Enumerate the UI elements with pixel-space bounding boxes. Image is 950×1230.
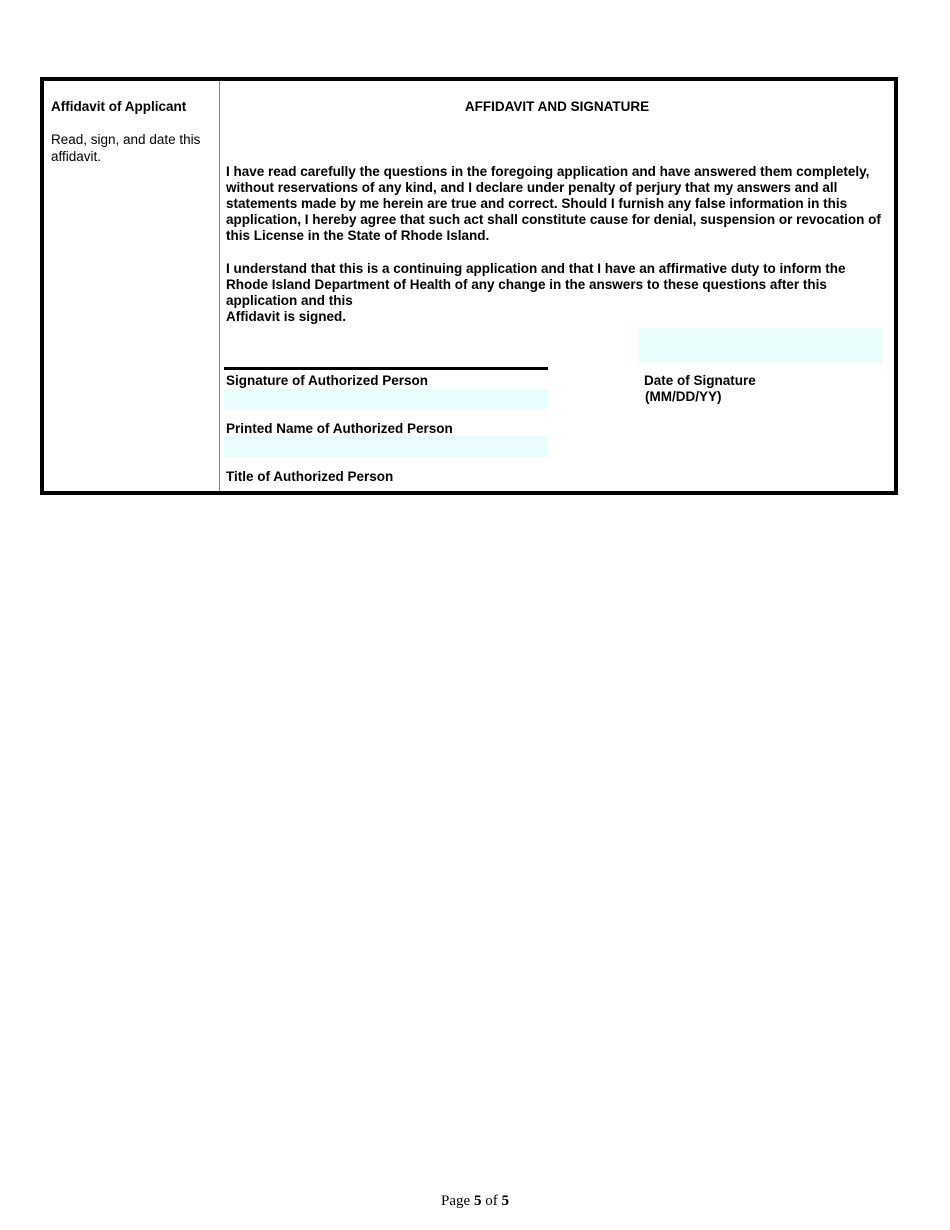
section-title: Affidavit of Applicant bbox=[51, 99, 187, 114]
total-pages-number: 5 bbox=[501, 1193, 509, 1209]
signature-line[interactable] bbox=[224, 367, 548, 370]
date-format-hint: (MM/DD/YY) bbox=[645, 389, 722, 404]
section-instruction: Read, sign, and date this affidavit. bbox=[51, 132, 201, 164]
affidavit-paragraph-2 bbox=[226, 261, 886, 325]
affidavit-paragraph-2-end: Affidavit is signed. bbox=[226, 309, 347, 324]
printed-name-label: Printed Name of Authorized Person bbox=[226, 421, 453, 436]
affidavit-paragraph-1: I have read carefully the questions in the foregoing application and have answered them completely, without reservations of any kind, and I declare under penalty of perjury that my answers and all statements made by me herein are true and correct. Should I furnish any false information in this application, I hereby agree that such act shall constitute cause for denial, suspension or revocation of this License in the State of Rhode Island. bbox=[226, 164, 881, 243]
title-label: Title of Authorized Person bbox=[226, 469, 394, 484]
printed-name-input[interactable] bbox=[224, 389, 548, 410]
current-page-number: 5 bbox=[473, 1193, 482, 1209]
affidavit-paragraph-2-text: I understand that this is a continuing application and that I have an affirmative duty to inform the Rhode Island Department of Health of any change in the answers to these questions after this application and this bbox=[226, 261, 846, 308]
section-sidebar bbox=[44, 81, 220, 491]
signature-label: Signature of Authorized Person bbox=[226, 373, 429, 388]
title-input[interactable] bbox=[224, 436, 548, 457]
affidavit-form bbox=[40, 77, 898, 495]
affidavit-heading: AFFIDAVIT AND SIGNATURE bbox=[464, 99, 650, 114]
page-footer bbox=[0, 1193, 950, 1210]
of-word: of bbox=[485, 1193, 498, 1209]
date-of-signature-label: Date of Signature bbox=[644, 373, 756, 388]
page-word: Page bbox=[441, 1193, 471, 1209]
date-of-signature-input[interactable] bbox=[639, 328, 883, 363]
